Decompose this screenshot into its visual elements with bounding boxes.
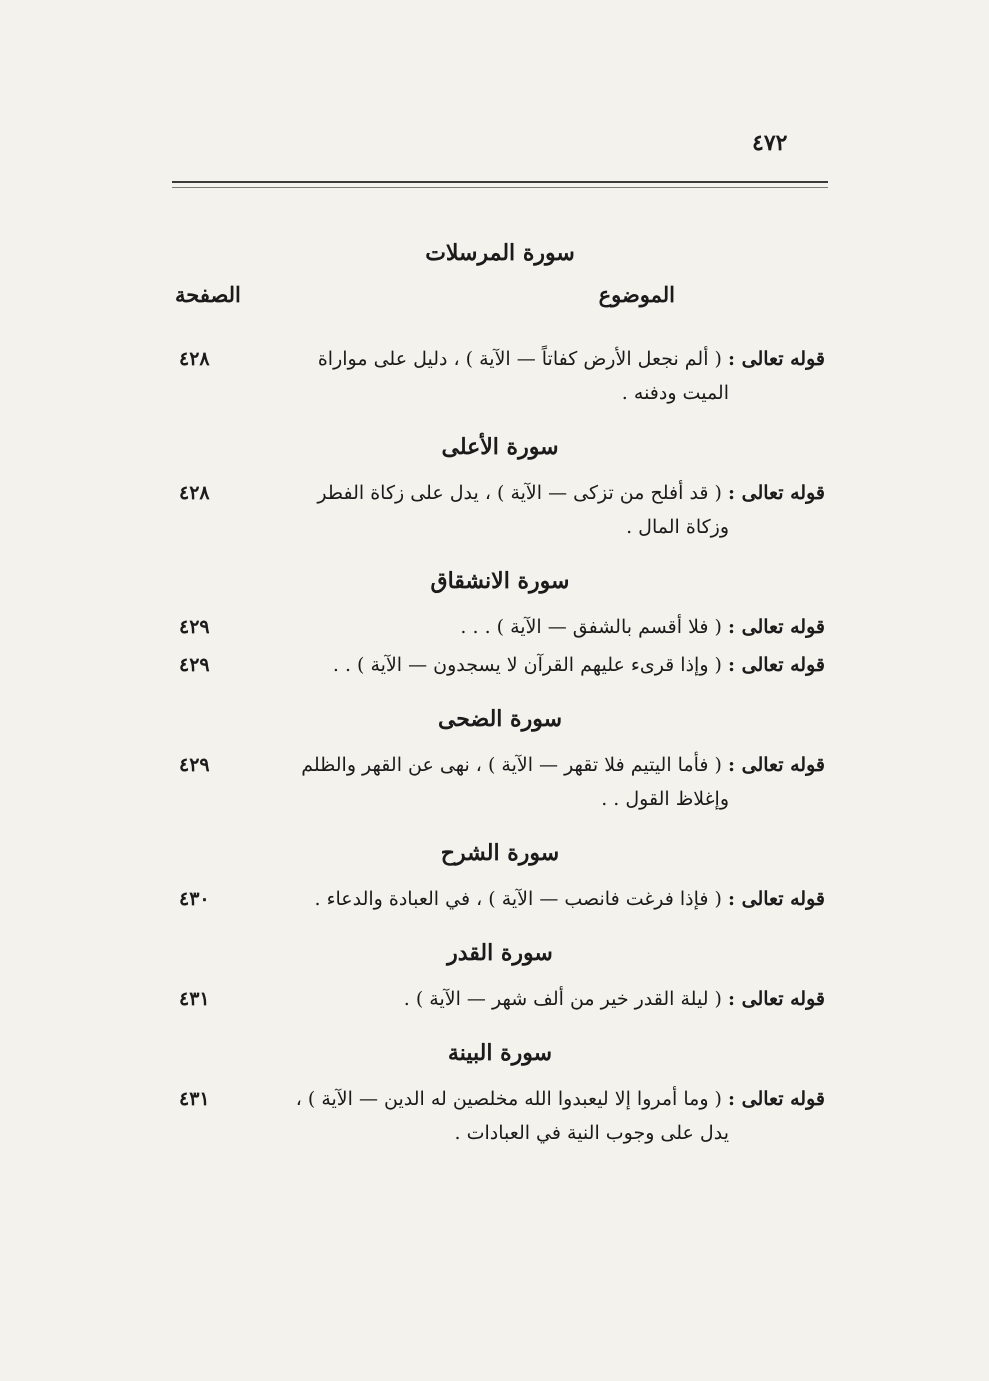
index-entry [175, 1082, 825, 1150]
surah-title: سورة المرسلات [425, 240, 575, 266]
index-entry [175, 882, 825, 916]
entry-text: ( وإذا قرىء عليهم القرآن لا يسجدون — الآية ) . . [332, 654, 722, 676]
entry-lead: قوله تعالى : [728, 348, 825, 370]
entry-lead: قوله تعالى : [728, 1088, 825, 1110]
entry-lead: قوله تعالى : [728, 754, 825, 776]
entry-text: ( فإذا فرغت فانصب — الآية ) ، في العبادة والدعاء . [314, 888, 722, 910]
entry-continuation: الميت ودفنه . [621, 382, 729, 404]
entry-lead: قوله تعالى : [728, 616, 825, 638]
entry-continuation: يدل على وجوب النية في العبادات . [454, 1122, 729, 1144]
index-entry [175, 476, 825, 544]
index-entry [175, 982, 825, 1016]
header-rule-thin [172, 187, 828, 188]
column-header [175, 282, 825, 316]
surah-title: سورة الأعلى [441, 434, 559, 460]
entry-text: ( فلا أقسم بالشفق — الآية ) . . . [460, 616, 722, 638]
page-column-label: الصفحة [175, 282, 241, 307]
surah-section [175, 566, 825, 682]
entry-text: ( وما أمروا إلا ليعبدوا الله مخلصين له الدين — الآية ) ، [295, 1088, 722, 1110]
surah-title: سورة القدر [447, 940, 553, 966]
surah-title: سورة البينة [447, 1040, 553, 1066]
entry-lead: قوله تعالى : [728, 888, 825, 910]
index-entry [175, 610, 825, 644]
entry-page-number: ٤٣١ [179, 988, 210, 1010]
entry-lead: قوله تعالى : [728, 654, 825, 676]
entry-page-number: ٤٢٨ [179, 482, 210, 504]
entry-page-number: ٤٣٠ [179, 888, 210, 910]
entry-page-number: ٤٢٩ [179, 754, 210, 776]
surah-section [175, 838, 825, 916]
entry-page-number: ٤٢٩ [179, 616, 210, 638]
entry-lead: قوله تعالى : [728, 482, 825, 504]
entry-page-number: ٤٢٩ [179, 654, 210, 676]
surah-section [175, 1038, 825, 1150]
surah-title: سورة الشرح [440, 840, 560, 866]
entry-text: ( ليلة القدر خير من ألف شهر — الآية ) . [403, 988, 722, 1010]
index-entry [175, 342, 825, 410]
entry-continuation: وزكاة المال . [626, 516, 729, 538]
entry-text: ( فأما اليتيم فلا تقهر — الآية ) ، نهى عن القهر والظلم [301, 754, 722, 776]
index-content [175, 238, 825, 1172]
surah-section [175, 432, 825, 544]
entry-text: ( ألم نجعل الأرض كفاتاً — الآية ) ، دليل على مواراة [317, 348, 722, 370]
header-rule [172, 181, 828, 183]
surah-title: سورة الانشقاق [430, 568, 570, 594]
entry-text: ( قد أفلح من تزكى — الآية ) ، يدل على زكاة الفطر [317, 482, 722, 504]
index-entry [175, 648, 825, 682]
entry-continuation: وإغلاظ القول . . [601, 788, 729, 810]
subject-column-label: الموضوع [598, 282, 675, 307]
entry-page-number: ٤٢٨ [179, 348, 210, 370]
surah-section [175, 704, 825, 816]
surah-title: سورة الضحى [437, 706, 563, 732]
entry-page-number: ٤٣١ [179, 1088, 210, 1110]
surah-section [175, 238, 825, 410]
entry-lead: قوله تعالى : [728, 988, 825, 1010]
index-entry [175, 748, 825, 816]
surah-section [175, 938, 825, 1016]
page-number: ٤٧٢ [752, 130, 788, 156]
